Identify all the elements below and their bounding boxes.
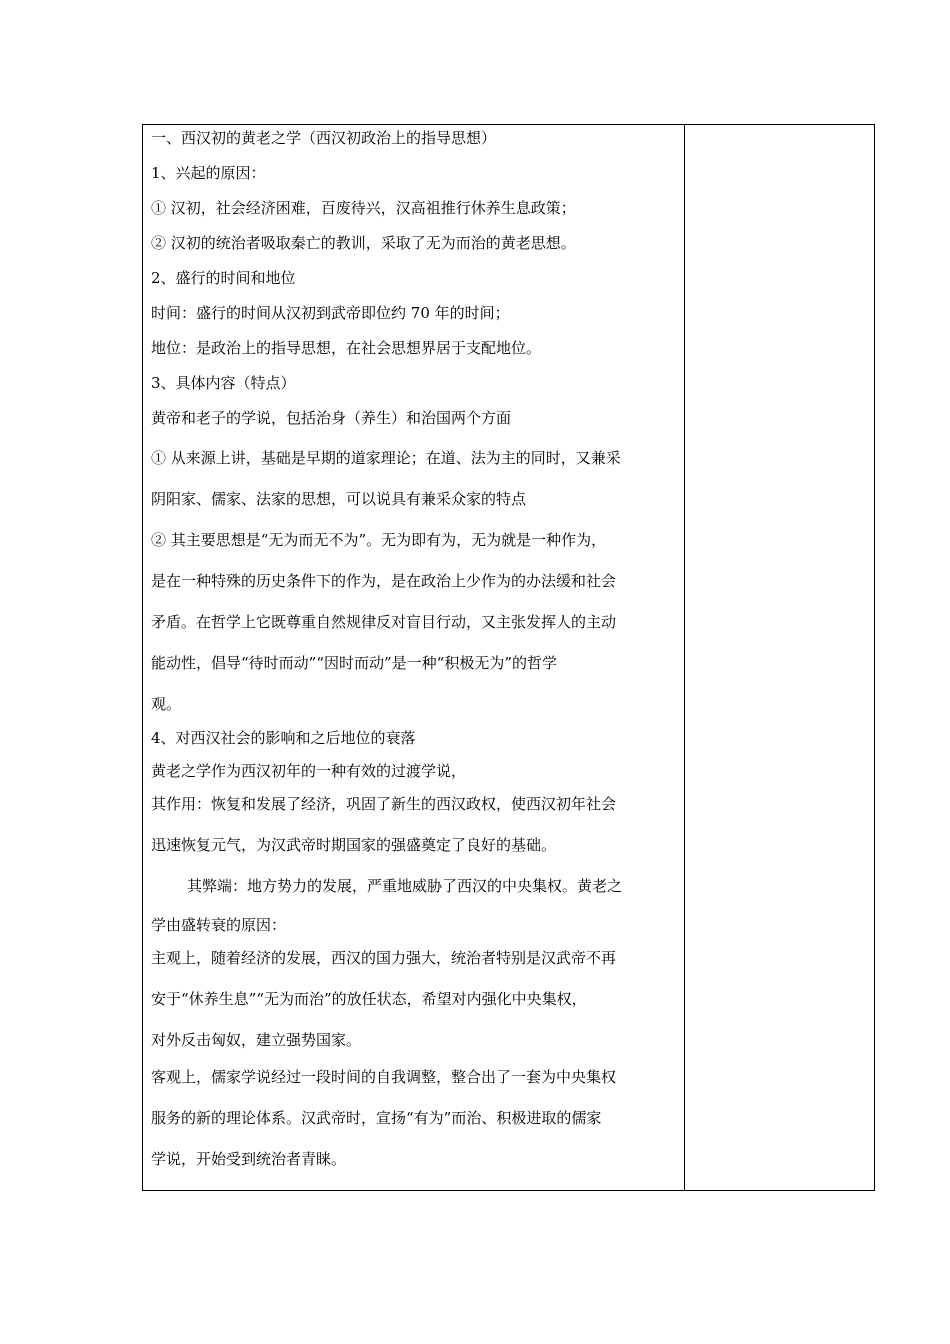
main-content-cell (143, 125, 685, 1190)
text-line: ② 汉初的统治者吸取秦亡的教训，采取了无为而治的黄老思想。 (151, 234, 576, 252)
subheading: 3、具体内容（特点） (151, 374, 296, 392)
section-heading: 一、西汉初的黄老之学（西汉初政治上的指导思想） (151, 129, 497, 147)
text-line: 时间：盛行的时间从汉初到武帝即位约 70 年的时间； (151, 304, 510, 322)
subheading: 1、兴起的原因： (151, 164, 266, 182)
text-line: 观。 (151, 695, 182, 713)
text-line: 黄老之学作为西汉初年的一种有效的过渡学说， (151, 762, 467, 780)
text-line: 学说，开始受到统治者青睐。 (151, 1150, 347, 1168)
text-line: 地位：是政治上的指导思想，在社会思想界居于支配地位。 (151, 339, 542, 357)
text-line: 其作用：恢复和发展了经济，巩固了新生的西汉政权，使西汉初年社会 (151, 795, 617, 813)
text-line: 迅速恢复元气，为汉武帝时期国家的强盛奠定了良好的基础。 (151, 836, 557, 854)
text-line: 是在一种特殊的历史条件下的作为，是在政治上少作为的办法缓和社会 (151, 572, 617, 590)
text-line: 主观上，随着经济的发展，西汉的国力强大，统治者特别是汉武帝不再 (151, 949, 617, 967)
text-line: 黄帝和老子的学说，包括治身（养生）和治国两个方面 (151, 409, 512, 427)
text-line: ① 汉初，社会经济困难，百废待兴，汉高祖推行休养生息政策； (151, 199, 576, 217)
text-line: 客观上，儒家学说经过一段时间的自我调整，整合出了一套为中央集权 (151, 1068, 617, 1086)
text-line: 对外反击匈奴，建立强势国家。 (151, 1031, 362, 1049)
text-line: 学由盛转衰的原因： (151, 916, 287, 934)
text-line: 其弊端：地方势力的发展，严重地威胁了西汉的中央集权。黄老之 (187, 877, 623, 895)
text-line: ② 其主要思想是“无为而无不为”。无为即有为，无为就是一种作为， (151, 531, 607, 549)
subheading: 4、对西汉社会的影响和之后地位的衰落 (151, 729, 416, 747)
text-line: 矛盾。在哲学上它既尊重自然规律反对盲目行动，又主张发挥人的主动 (151, 613, 617, 631)
subheading: 2、盛行的时间和地位 (151, 269, 296, 287)
text-line: ① 从来源上讲，基础是早期的道家理论；在道、法为主的同时，又兼采 (151, 449, 621, 467)
notes-cell (685, 125, 874, 1190)
content-table (142, 124, 875, 1191)
text-line: 安于“休养生息”“无为而治”的放任状态，希望对内强化中央集权， (151, 990, 587, 1008)
text-line: 阴阳家、儒家、法家的思想，可以说具有兼采众家的特点 (151, 490, 527, 508)
text-line: 能动性，倡导“待时而动”“因时而动”是一种“积极无为”的哲学 (151, 654, 558, 672)
text-line: 服务的新的理论体系。汉武帝时，宣扬“有为”而治、积极进取的儒家 (151, 1109, 602, 1127)
